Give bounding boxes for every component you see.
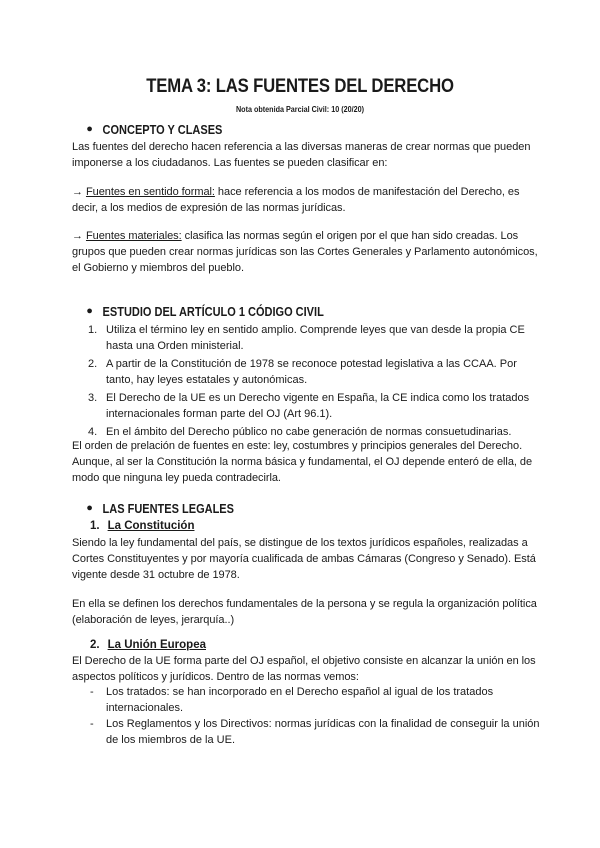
subheading-constitucion: 1. La Constitución [90,520,195,532]
articulo-list [72,322,542,442]
bullet-icon: ● [86,502,93,514]
section-heading-concepto: ● CONCEPTO Y CLASES [86,123,223,137]
list-item: 2. A partir de la Constitución de 1978 se reconoce potestad legislativa a las CCAA. Por tanto, hay leyes estatales y autonómicas. [88,358,517,386]
prelacion-paragraph: El orden de prelación de fuentes en este: ley, costumbres y principios generales del Derecho. Aunque, al ser la Constitución la norma básica y fundamental, el OJ depende enteró de ella, de modo que ninguna ley pueda contradecirla. [72,440,533,484]
subheading-union-europea: 2. La Unión Europea [90,639,206,651]
arrow-icon: → [72,230,83,242]
list-item: 1. Utiliza el término ley en sentido amplio. Comprende leyes que van desde la propia CE hasta una Orden ministerial. [88,324,525,352]
bullet-icon: ● [86,305,93,317]
grade-note: Nota obtenida Parcial Civil: 10 (20/20) [235,105,365,114]
bullet-icon: ● [86,123,93,135]
fuentes-formales-paragraph: → Fuentes en sentido formal: hace referencia a los modos de manifestación del Derecho, es decir, a los medios de expresión de las normas jurídicas. [72,186,520,214]
section-heading-legales: ● LAS FUENTES LEGALES [86,502,234,516]
union-paragraph: El Derecho de la UE forma parte del OJ español, el objetivo consiste en alcanzar la unión en los aspectos políticos y jurídicos. Dentro de las normas vemos: [72,655,536,683]
list-item: - Los tratados: se han incorporado en el Derecho español al igual de los tratados internacionales. [90,686,494,714]
section-heading-articulo: ● ESTUDIO DEL ARTÍCULO 1 CÓDIGO CIVIL [86,305,324,319]
page-title: TEMA 3: LAS FUENTES DEL DERECHO [146,76,454,97]
fuentes-formales-term: Fuentes en sentido formal: [85,186,215,198]
list-item: - Los Reglamentos y los Directivos: normas jurídicas con la finalidad de conseguir la unión de los miembros de la UE. [90,718,540,746]
list-item: 4. En el ámbito del Derecho público no cabe generación de normas consuetudinarias. [88,426,512,438]
list-item: 3. El Derecho de la UE es un Derecho vigente en España, la CE indica como los tratados internacionales forman parte del OJ (Art 96.1). [88,392,530,420]
concepto-intro: Las fuentes del derecho hacen referencia a las diversas maneras de crear normas que pueden imponerse a los ciudadanos. Las fuentes se pueden clasificar en: [72,141,531,169]
fuentes-materiales-term: Fuentes materiales: [85,230,182,242]
fuentes-materiales-paragraph: → Fuentes materiales: clasifica las normas según el origen por el que han sido creadas. Los grupos que pueden crear normas jurídicas son las Cortes Generales y Parlamento autonómicos, el Gobierno y miembros del pueblo. [72,230,538,274]
constitucion-paragraph-1: Siendo la ley fundamental del país, se distingue de los textos jurídicos españoles, realizadas a Cortes Constituyentes y por mayoría cualificada de ambas Cámaras (Congreso y Senado). Está vigente desde 31 octubre de 1978. [72,537,536,581]
union-norms-list [72,684,542,748]
constitucion-paragraph-2: En ella se definen los derechos fundamentales de la persona y se regula la organización política (elaboración de leyes, jerarquía..) [72,598,537,626]
arrow-icon: → [72,186,83,198]
